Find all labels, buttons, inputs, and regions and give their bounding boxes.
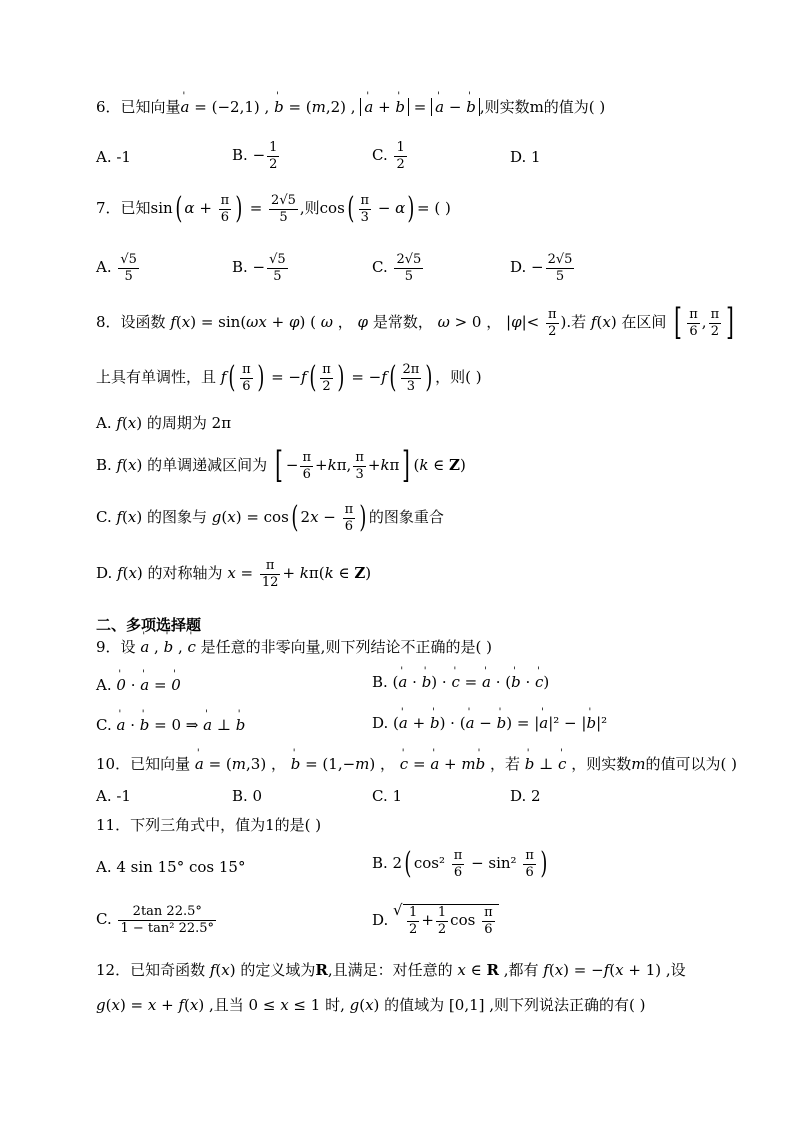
q6-option-c: C. $\frac{1}{2}$	[372, 140, 405, 172]
q11-option-d: D. √ $\frac{1}{2}$ + $\frac{1}{2}$ cos $\frac{\pi}{6}$	[372, 904, 499, 937]
section-heading: 二、多项选择题	[96, 616, 202, 634]
q11-option-b: B. 2( cos² $\frac{\pi}{6}$ − sin² $\frac{\pi}{6}$ )	[372, 846, 548, 882]
q8-option-d: D. f(x) 的对称轴为 x = $\frac{\pi}{12}$ + kπ(k ∈ Z)	[96, 558, 372, 590]
q7-option-b: B. − $\frac{√5}{5}$	[232, 252, 286, 284]
question-12-line1: 12．已知奇函数 f(x) 的定义域为R,且满足：对任意的 x ∈ R ,都有 f(x) = −f(x + 1) ,设	[96, 961, 686, 979]
q11-option-c: C. $\frac{2\tan 22.5^\circ}{\text{1 − tan² 22.5°}}$	[96, 904, 215, 936]
question-6-stem	[96, 100, 605, 115]
q9-option-b: B. (' a · ' b) · ' c = ' a · (' b · ' c)	[372, 675, 549, 690]
question-7-stem: 7．已知sin( α + $\frac{\pi}{6}$ ) = $\frac{2√5}{5}$ ,则cos( $\frac{\pi}{3}$ − α) = ( )	[96, 191, 451, 227]
q6-option-d: D. 1	[510, 148, 541, 166]
q10-option-b: B. 0	[232, 787, 263, 805]
q7-end: = ( )	[417, 199, 451, 218]
q10-option-a: A. -1	[96, 787, 131, 805]
q7-tail: ,则	[299, 199, 320, 218]
q7-option-c: C. $\frac{2√5}{5}$	[372, 252, 422, 284]
q8-option-b: B. f(x) 的单调递减区间为 [ − $\frac{\pi}{6}$ +kπ, $\frac{\pi}{3}$ +kπ] (k ∈ Z)	[96, 445, 466, 486]
q9-option-a: A. ' 0 · ' a = ' 0	[96, 678, 181, 693]
q9-option-c: C. ' a · ' b = 0 ⇒ ' a ⊥ ' b	[96, 718, 245, 733]
q8-option-c: C. f(x) 的图象与 g(x) = cos( 2x − $\frac{\pi}{6}$ ) 的图象重合	[96, 500, 444, 536]
question-11-stem: 11．下列三角式中，值为1的是( )	[96, 816, 322, 834]
q7-label: 7．已知	[96, 199, 151, 218]
q6-label: 6．已知向量	[96, 98, 181, 116]
question-12-line2: g(x) = x + f(x) ,且当 0 ≤ x ≤ 1 时, g(x) 的值域为 [0,1] ,则下列说法正确的有( )	[96, 996, 646, 1014]
question-8-line2: 上具有单调性，且 f( $\frac{\pi}{6}$ ) = −f( $\frac{\pi}{2}$ ) = −f( $\frac{2\pi}{3}$ ) ，则( )	[96, 360, 482, 396]
q6-expr3: ' a + ' b = ' a − ' b	[360, 98, 479, 116]
q11-option-a: A. 4 sin 15° cos 15°	[96, 858, 246, 876]
question-10-stem: 10．已知向量 ' a = (m,3) ， ' b = (1,−m) ， ' c = ' a + m' b ，若 ' b ⊥ ' c ，则实数m的值可以为( )	[96, 757, 737, 772]
question-9-stem: 9．设 ' a , ' b , ' c 是任意的非零向量,则下列结论不正确的是( )	[96, 640, 492, 655]
q6-expr1: ' a = (−2,1) ,	[181, 98, 270, 116]
question-8-line1: 8．设函数 f(x) = sin(ωx + φ) ( ω ， φ 是常数， ω > 0 ， |φ|< $\frac{\pi}{2}$ ).若 f(x) 在区间 [ $\frac{\pi}{6}$ , $\frac{\pi}{2}$ ]	[96, 302, 735, 343]
q6-option-a: A. -1	[96, 148, 131, 166]
q6-expr2: ' b = (m,2) ,	[269, 98, 355, 116]
q10-option-d: D. 2	[510, 787, 541, 805]
q7-option-a: A. $\frac{√5}{5}$	[96, 252, 137, 284]
q9-option-d: D. (' a + ' b) · (' a − ' b) = |' a|² − |' b|²	[372, 716, 607, 731]
q7-option-d: D. − $\frac{2√5}{5}$	[510, 252, 573, 284]
q8-option-a: A. f(x) 的周期为 2π	[96, 414, 232, 432]
q10-option-c: C. 1	[372, 787, 403, 805]
q6-tail: ,则实数m的值为( )	[479, 98, 606, 116]
q6-option-b: B. − $\frac{1}{2}$	[232, 140, 278, 172]
